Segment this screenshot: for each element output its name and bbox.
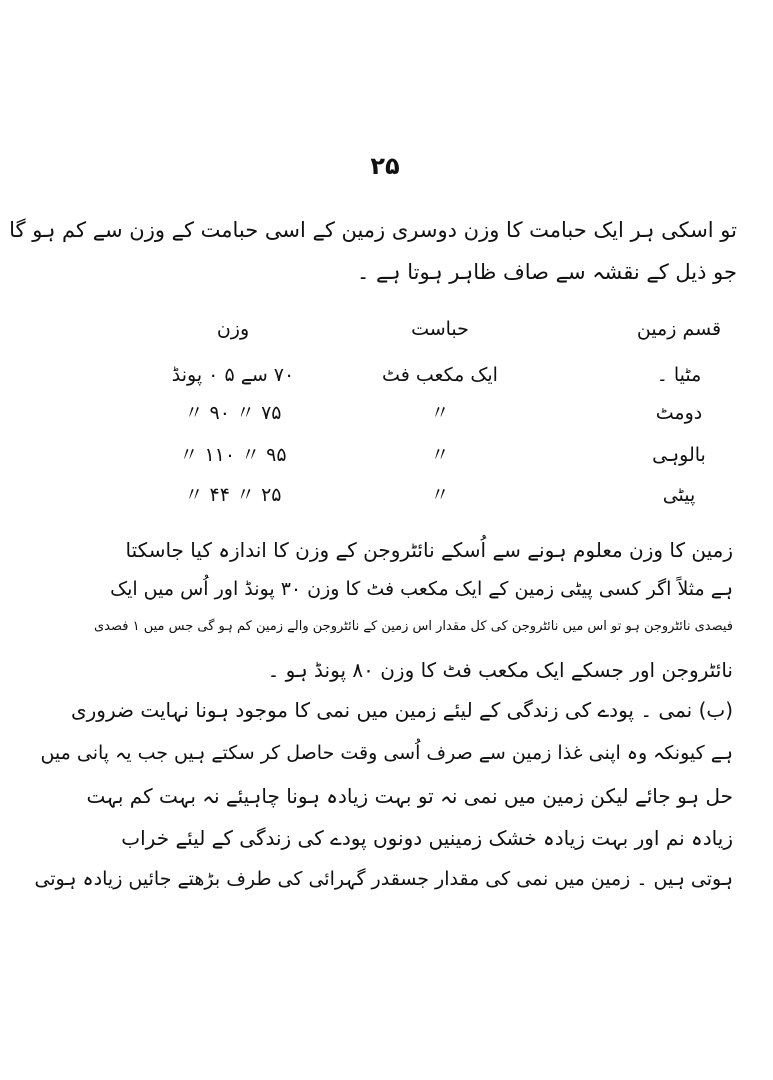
paragraph-line: نائٹروجن اور جسکے ایک مکعب فٹ کا وزن ۸۰ پونڈ ہو ۔ — [267, 658, 733, 682]
paragraph-line: ہوتی ہیں ۔ زمین میں نمی کی مقدار جسقدر گہرائی کی طرف بڑھتے جائیں زیادہ ہوتی — [34, 868, 733, 890]
intro-line-1: تو اسکی ہر ایک حبامت کا وزن دوسری زمین کے اسی حبامت کے وزن سے کم ہو گا — [9, 218, 737, 242]
table-row-4-weight: ۲۵ 〃 ۴۴ 〃 — [184, 484, 282, 506]
paragraph-line: زیادہ نم اور بہت زیادہ خشک زمینیں دونوں پودے کی زندگی کے لیئے خراب — [121, 826, 733, 850]
table-row-4-type: پیٹی — [662, 484, 696, 506]
paragraph-line: فیصدی نائٹروجن ہو تو اس میں نائٹروجن کی کل مقدار اس زمین کے نائٹروجن والے زمین کم ہو گی جس میں ۱ فصدی — [93, 619, 733, 634]
paragraph-line: حل ہو جائے لیکن زمین میں نمی نہ تو بہت زیادہ ہونا چاہیئے نہ بہت کم بہت — [86, 784, 733, 808]
table-header-weight: وزن — [216, 318, 250, 340]
table-row-1-volume: ایک مکعب فٹ — [382, 364, 498, 386]
table-row-1-type: مٹیا ۔ — [656, 364, 702, 386]
table-row-2-weight: ۷۵ 〃 ۹۰ 〃 — [184, 402, 282, 424]
table-row-3-type: بالوہی — [652, 444, 706, 466]
table-row-3-weight: ۹۵ 〃 ۱۱۰ 〃 — [179, 444, 287, 466]
table-header-volume: حباست — [411, 318, 469, 340]
paragraph-line: (ب) نمی ۔ پودے کی زندگی کے لیئے زمین میں نمی کا موجود ہونا نہایت ضروری — [70, 698, 733, 722]
paragraph-line: زمین کا وزن معلوم ہونے سے اُسکے نائٹروجن کے وزن کا اندازہ کیا جاسکتا — [125, 538, 733, 562]
table-row-2-volume: 〃 — [430, 402, 450, 424]
intro-line-2: جو ذیل کے نقشہ سے صاف ظاہر ہوتا ہے ۔ — [356, 260, 737, 284]
table-row-2-type: دومٹ — [655, 402, 703, 424]
table-row-3-volume: 〃 — [430, 444, 450, 466]
paragraph-line: ہے مثلاً اگر کسی پیٹی زمین کے ایک مکعب فٹ کا وزن ۳۰ پونڈ اور اُس میں ایک — [110, 578, 733, 600]
table-row-1-weight: ۷۰ سے ۵ ۰ پونڈ — [171, 364, 295, 386]
table-row-4-volume: 〃 — [430, 484, 450, 506]
paragraph-line: ہے کیونکہ وہ اپنی غذا زمین سے صرف اُسی وقت حاصل کر سکتے ہیں جب یہ پانی میں — [40, 742, 733, 764]
table-header-type: قسم زمین — [636, 318, 722, 340]
page-number: ۲۵ — [370, 152, 400, 180]
